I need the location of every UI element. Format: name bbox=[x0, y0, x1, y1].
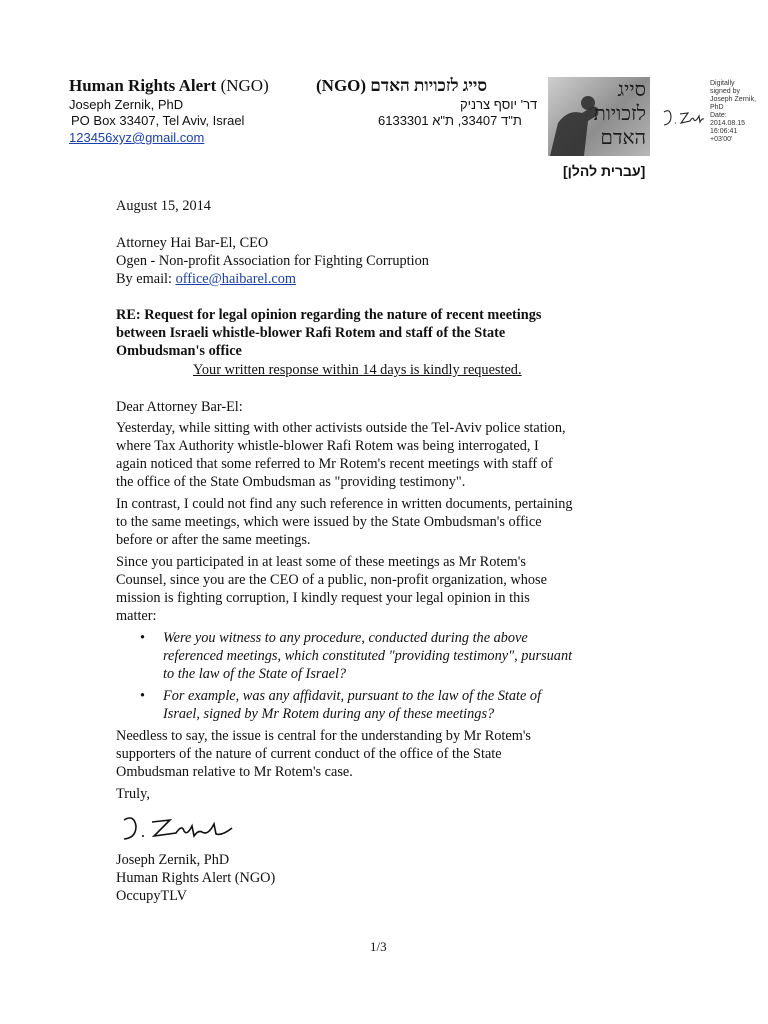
bullet-2-line: Israel, signed by Mr Rotem during any of these meetings? bbox=[163, 706, 495, 722]
paragraph-3-line: matter: bbox=[116, 608, 157, 624]
paragraph-2-line: to the same meetings, which were issued by the State Ombudsman's office bbox=[116, 514, 542, 530]
logo-line-2: לזכויות bbox=[593, 103, 646, 125]
address-english: PO Box 33407, Tel Aviv, Israel bbox=[71, 113, 245, 128]
signatory-org: Human Rights Alert (NGO) bbox=[116, 870, 276, 886]
digital-line: Digitally bbox=[710, 80, 735, 87]
signatory-name: Joseph Zernik, PhD bbox=[116, 852, 230, 868]
paragraph-3-line: Counsel, since you are the CEO of a public, non-profit organization, whose bbox=[116, 572, 547, 588]
letter-date: August 15, 2014 bbox=[116, 198, 211, 214]
paragraph-3-line: Since you participated in at least some of these meetings as Mr Rotem's bbox=[116, 554, 526, 570]
bullet-1-line: referenced meetings, which constituted "providing testimony", pursuant bbox=[163, 648, 573, 664]
recipient-email-link[interactable]: office@haibarel.com bbox=[175, 271, 297, 287]
digital-line: 2014.08.15 bbox=[710, 120, 746, 127]
paragraph-3-line: mission is fighting corruption, I kindly request your legal opinion in this bbox=[116, 590, 530, 606]
author-name-hebrew: דר' יוסף צרניק bbox=[460, 97, 538, 112]
closing: Truly, bbox=[116, 786, 150, 802]
paragraph-4-line: supporters of the nature of current conduct of the office of the State bbox=[116, 746, 502, 762]
digital-line: 16:06:41 bbox=[710, 128, 738, 135]
bullet-icon: • bbox=[140, 630, 146, 646]
recipient-line: Ogen - Non-profit Association for Fighting Corruption bbox=[116, 253, 429, 269]
digital-line: +03'00' bbox=[710, 136, 733, 143]
digital-signature-mark bbox=[662, 104, 706, 130]
response-request: Your written response within 14 days is kindly requested. bbox=[193, 362, 522, 378]
re-line: Ombudsman's office bbox=[116, 343, 242, 359]
org-name-english-text: Human Rights Alert bbox=[69, 76, 217, 95]
org-logo bbox=[548, 77, 650, 156]
org-name-hebrew: (NGO) סייג לזכויות האדם bbox=[316, 76, 487, 95]
digital-line: Date: bbox=[710, 112, 727, 119]
recipient-email-line bbox=[116, 271, 296, 288]
bullet-2-line: For example, was any affidavit, pursuant to the law of the State of bbox=[163, 688, 542, 704]
paragraph-4-line: Ombudsman relative to Mr Rotem's case. bbox=[116, 764, 353, 780]
email-label: By email: bbox=[116, 271, 176, 287]
page-number: 1/3 bbox=[370, 939, 387, 954]
signatory-affiliation: OccupyTLV bbox=[116, 888, 187, 904]
paragraph-1-line: again noticed that some referred to Mr Rotem's recent meetings with staff of bbox=[116, 456, 553, 472]
digital-line: PhD bbox=[710, 104, 724, 111]
paragraph-1-line: where Tax Authority whistle-blower Rafi Rotem was being interrogated, I bbox=[116, 438, 539, 454]
bullet-1-line: to the law of the State of Israel? bbox=[163, 666, 347, 682]
re-line: RE: Request for legal opinion regarding the nature of recent meetings bbox=[116, 307, 542, 323]
handwritten-signature bbox=[118, 806, 236, 846]
recipient-line: Attorney Hai Bar-El, CEO bbox=[116, 235, 269, 251]
address-hebrew: ת"ד 33407, ת"א 6133301 bbox=[378, 113, 522, 128]
bullet-icon: • bbox=[140, 688, 146, 704]
bullet-1-line: Were you witness to any procedure, conducted during the above bbox=[163, 630, 528, 646]
email-link[interactable]: 123456xyz@gmail.com bbox=[69, 130, 205, 145]
org-name-ngo: (NGO) bbox=[220, 76, 269, 95]
paragraph-4-line: Needless to say, the issue is central for the understanding by Mr Rotem's bbox=[116, 728, 531, 744]
digital-line: signed by bbox=[710, 88, 740, 95]
logo-line-1: סייג bbox=[617, 79, 646, 101]
paragraph-2-line: In contrast, I could not find any such reference in written documents, pertaining bbox=[116, 496, 573, 512]
re-line: between Israeli whistle-blower Rafi Rotem and staff of the State bbox=[116, 325, 506, 341]
digital-signature-info bbox=[710, 80, 756, 144]
org-name-english bbox=[69, 76, 269, 96]
hebrew-below-note: [עברית להלן] bbox=[563, 163, 646, 179]
digital-line: Joseph Zernik, bbox=[710, 96, 756, 103]
paragraph-2-line: before or after the same meetings. bbox=[116, 532, 311, 548]
paragraph-1-line: Yesterday, while sitting with other activists outside the Tel-Aviv police station, bbox=[116, 420, 566, 436]
logo-line-3: האדם bbox=[600, 127, 646, 149]
salutation: Dear Attorney Bar-El: bbox=[116, 399, 243, 415]
paragraph-1-line: the office of the State Ombudsman as "providing testimony". bbox=[116, 474, 466, 490]
author-name-english: Joseph Zernik, PhD bbox=[69, 97, 184, 112]
